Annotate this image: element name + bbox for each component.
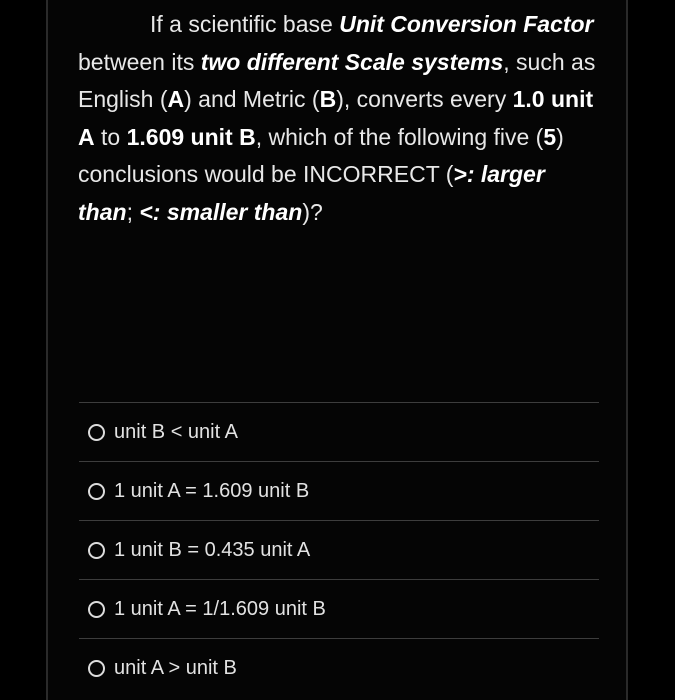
question-emphasis: A xyxy=(167,86,185,112)
question-segment: If a scientific base xyxy=(150,11,340,37)
radio-button[interactable] xyxy=(88,424,105,441)
question-emphasis: B xyxy=(319,86,337,112)
answer-option-2[interactable] xyxy=(79,461,599,520)
question-segment: ) conclusions would be INCORRECT ( xyxy=(78,123,564,187)
question-emphasis: >: larger than xyxy=(78,161,545,225)
question-segment: ), converts every xyxy=(336,86,513,112)
question-emphasis: 5 xyxy=(543,123,557,150)
question-segment: ; xyxy=(126,198,140,225)
question-emphasis: 1.609 unit B xyxy=(126,123,256,150)
question-segment: between its xyxy=(78,48,201,75)
answer-option-3[interactable] xyxy=(79,520,599,579)
question-segment: , which of the following five ( xyxy=(255,123,544,150)
answer-options xyxy=(79,402,599,697)
option-label: 1 unit B = 0.435 unit A xyxy=(114,538,311,561)
question-emphasis: 1.0 unit A xyxy=(78,86,594,150)
question-emphasis: Unit Conversion Factor xyxy=(339,11,594,37)
question-panel xyxy=(46,0,628,700)
option-label: 1 unit A = 1.609 unit B xyxy=(114,479,310,502)
question-segment: ) and Metric ( xyxy=(184,86,320,112)
question-segment: )? xyxy=(302,198,323,225)
radio-button[interactable] xyxy=(88,601,105,618)
option-label: 1 unit A = 1/1.609 unit B xyxy=(114,597,326,620)
answer-option-4[interactable] xyxy=(79,579,599,638)
question-emphasis: <: smaller than xyxy=(139,198,303,225)
radio-button[interactable] xyxy=(88,483,105,500)
option-label: unit A > unit B xyxy=(114,656,237,679)
radio-button[interactable] xyxy=(88,542,105,559)
option-label: unit B < unit A xyxy=(114,420,238,443)
question-text xyxy=(78,6,606,231)
radio-button[interactable] xyxy=(88,660,105,677)
question-emphasis: two different Scale systems xyxy=(200,48,504,75)
answer-option-5[interactable] xyxy=(79,638,599,697)
question-segment: to xyxy=(94,123,127,150)
question-segment: , such as English ( xyxy=(78,48,596,112)
answer-option-1[interactable] xyxy=(79,402,599,461)
